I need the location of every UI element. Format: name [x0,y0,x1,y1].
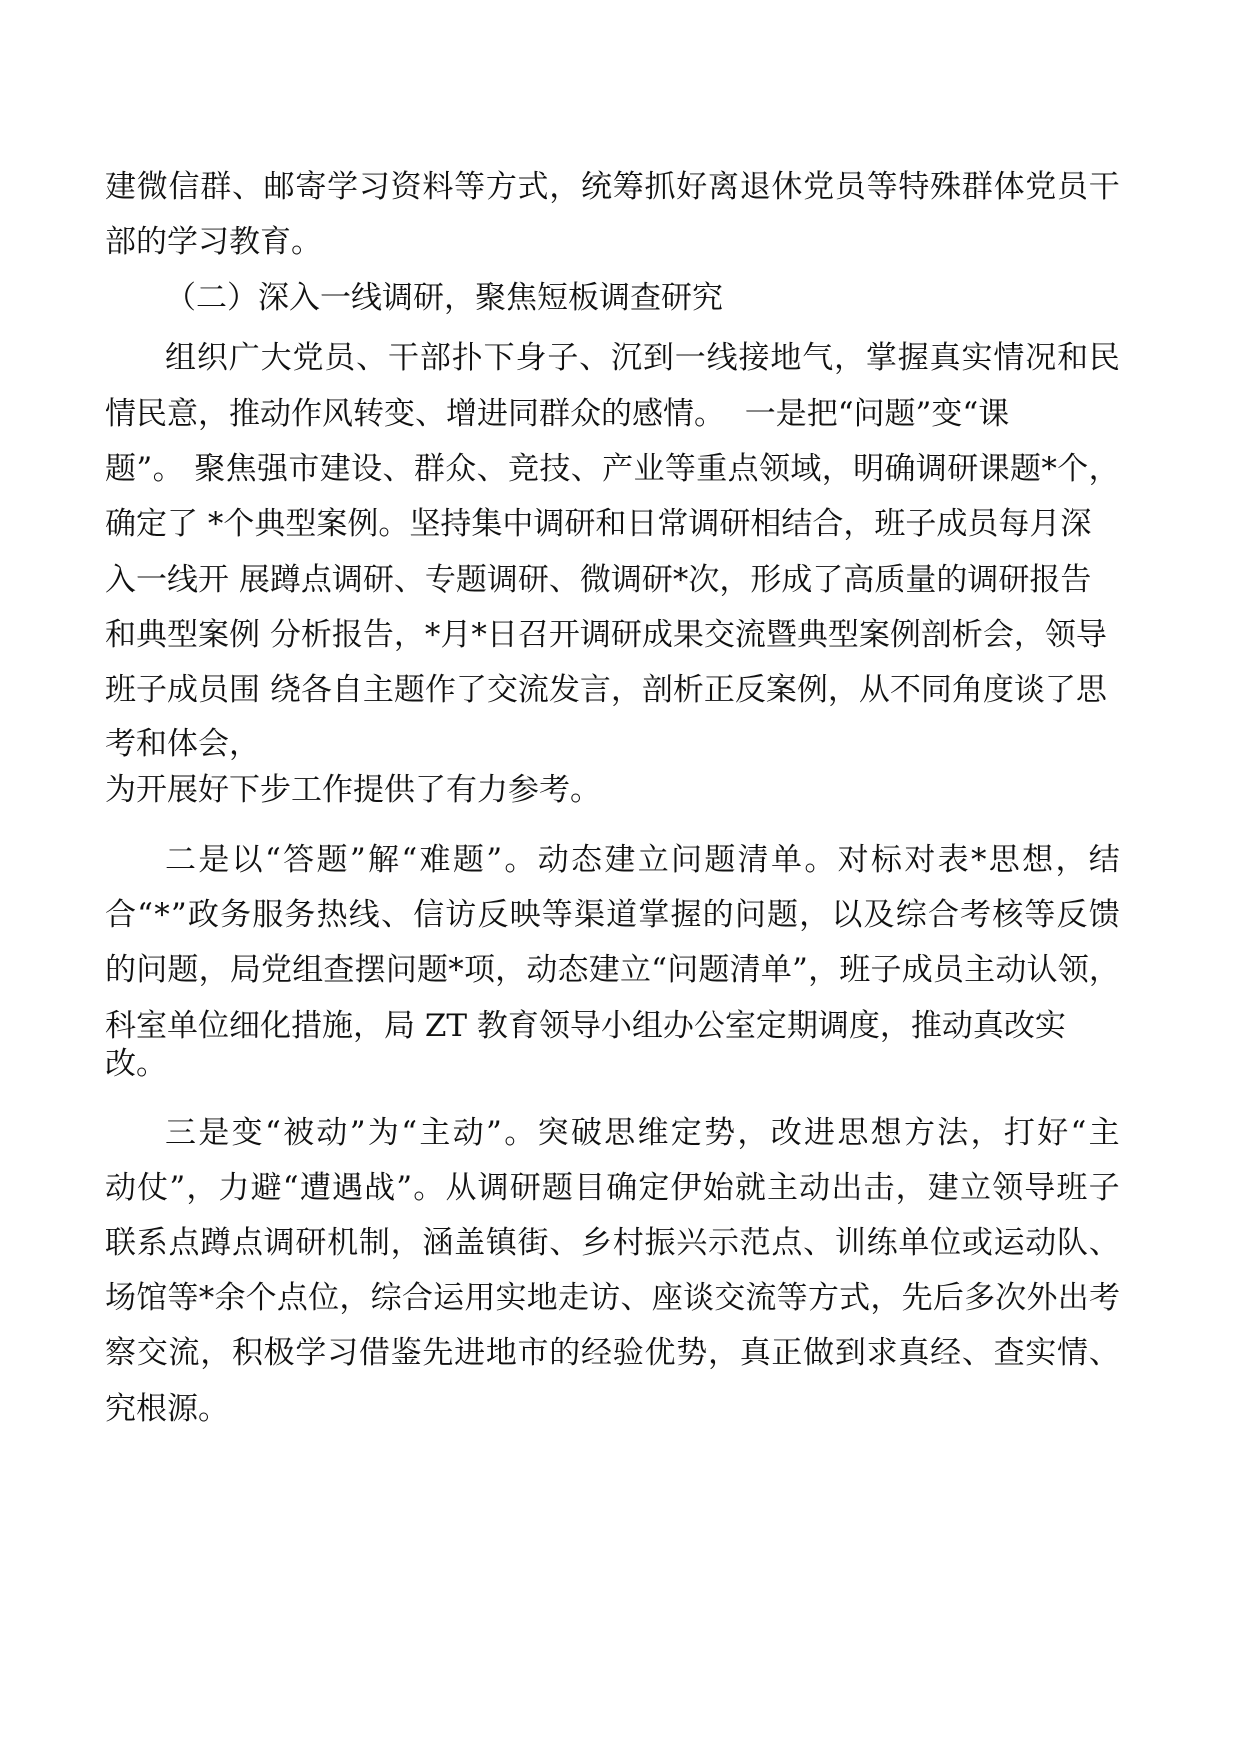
text-line: 班子成员围 绕各自主题作了交流发言，剖析正反案例，从不同角度谈了思 [105,672,1107,708]
text-line: 建 微 信 群 、 邮 寄 学 习 资 料 等 方 式 ， 统 筹 抓 好 离 退 休 党 员 等 特 殊 群 体 党 员 干 [105,169,1120,205]
text-line: 科室单位细化措施，局 ZT 教育领导小组办公室定期调度，推动真改实 [105,1008,1066,1044]
text-line: 察 交 流 ， 积 极 学 习 借 鉴 先 进 地 市 的 经 验 优 势 ， 真 正 做 到 求 真 经 、 查 实 情 、 [105,1335,1120,1371]
text-line: 合 “ * ” 政 务 服 务 热 线 、 信 访 反 映 等 渠 道 掌 握 的 问 题 ， 以 及 综 合 考 核 等 反 馈 [105,897,1120,933]
text-line: 部的学习教育。 [105,224,322,260]
section-heading: （二）深入一线调研，聚焦短板调查研究 [165,280,723,316]
text-line: 情民意，推动作风转变、增进同群众的感情。 一是把“问题”变“课 [105,396,1010,432]
text-line: 动 仗 ” ， 力 避 “ 遭 遇 战 ” 。 从 调 研 题 目 确 定 伊 始 就 主 动 出 击 ， 建 立 领 导 班 子 [105,1170,1120,1206]
text-line: 究根源。 [105,1391,229,1427]
text-line: 题 ” 。 聚 焦 强 市 建 设 、 群 众 、 竞 技 、 产 业 等 重 点 领 域 ， 明 确 调 研 课 题 * 个 ， [105,451,1120,487]
text-line: 和典型案例 分析报告，*月*日召开调研成果交流暨典型案例剖析会，领导 [105,617,1107,653]
text-line: 组 织 广 大 党 员 、 干 部 扑 下 身 子 、 沉 到 一 线 接 地 气 ， 掌 握 真 实 情 况 和 民 [165,340,1120,376]
text-line: 联 系 点 蹲 点 调 研 机 制 ， 涵 盖 镇 街 、 乡 村 振 兴 示 范 点 、 训 练 单 位 或 运 动 队 、 [105,1225,1120,1261]
text-line: 改。 [105,1046,167,1082]
text-line: 为开展好下步工作提供了有力参考。 [105,772,601,808]
text-line: 确定了 *个典型案例。坚持集中调研和日常调研相结合，班子成员每月深 [105,506,1092,542]
text-line: 三 是 变 “ 被 动 ” 为 “ 主 动 ” 。 突 破 思 维 定 势 ， 改 进 思 想 方 法 ， 打 好 “ 主 [165,1115,1120,1151]
text-line: 考和体会， [105,726,260,762]
text-line: 的 问 题 ， 局 党 组 查 摆 问 题 * 项 ， 动 态 建 立 “ 问 题 清 单 ” ， 班 子 成 员 主 动 认 领 ， [105,952,1120,988]
text-line: 入一线开 展蹲点调研、专题调研、微调研*次，形成了高质量的调研报告 [105,562,1092,598]
text-line: 二 是 以 “ 答 题 ” 解 “ 难 题 ” 。 动 态 建 立 问 题 清 单 。 对 标 对 表 * 思 想 ， 结 [165,842,1120,878]
text-line: 场 馆 等 * 余 个 点 位 ， 综 合 运 用 实 地 走 访 、 座 谈 交 流 等 方 式 ， 先 后 多 次 外 出 考 [105,1280,1120,1316]
